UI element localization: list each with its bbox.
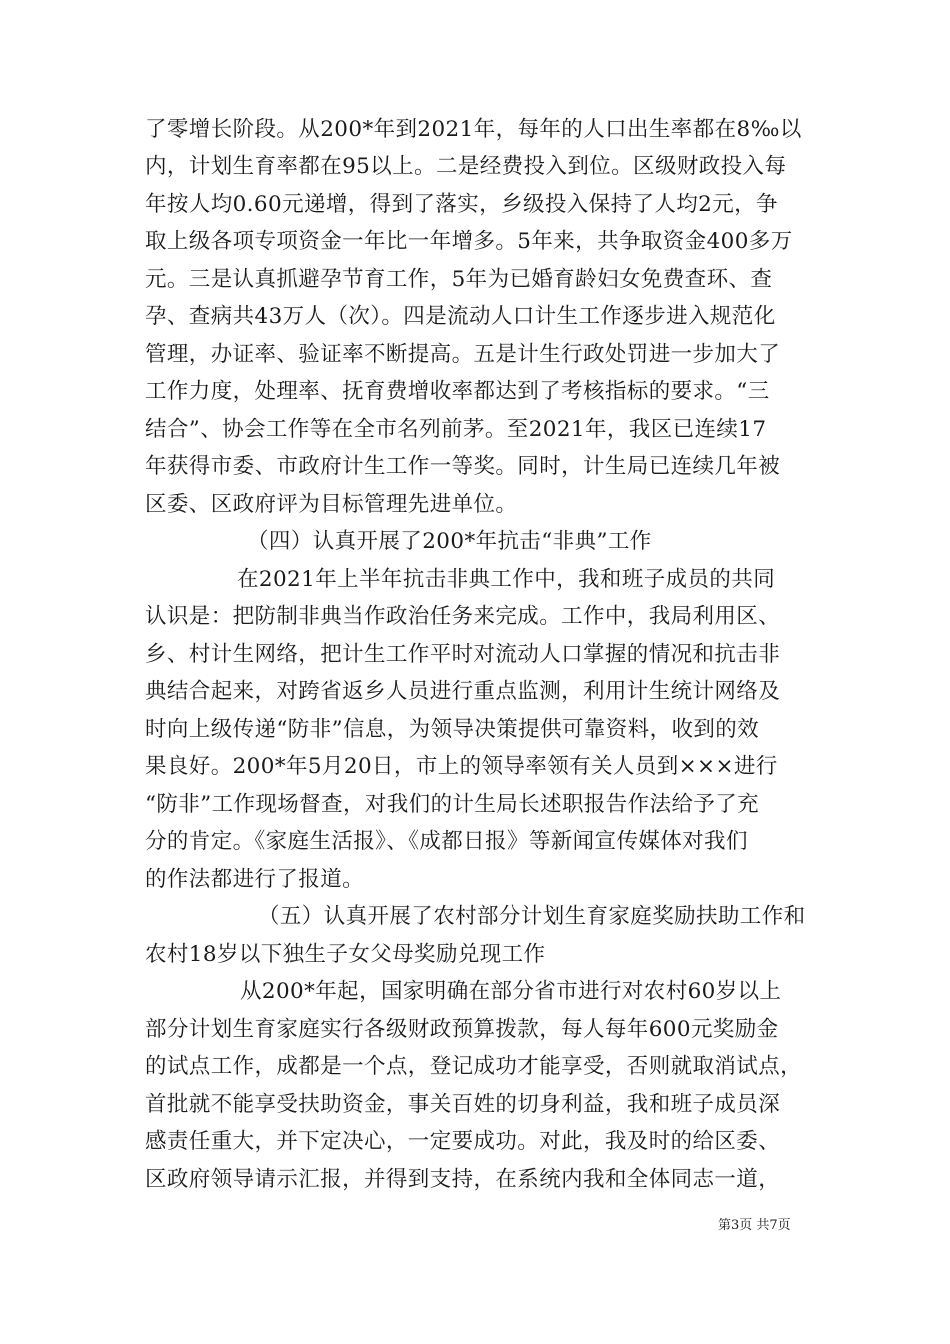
text-line: 区委、区政府评为目标管理先进单位。 xyxy=(145,492,518,517)
text-line: 在2021年上半年抗击非典工作中，我和班子成员的共同 xyxy=(237,567,776,592)
text-line: 年按人均0.60元递增，得到了落实，乡级投入保持了人均2元，争 xyxy=(145,192,778,217)
text-line: 首批就不能享受扶助资金，事关百姓的切身利益，我和班子成员深 xyxy=(145,1092,781,1117)
text-line: 了零增长阶段。从200*年到2021年，每年的人口出生率都在8‰以 xyxy=(145,117,802,142)
text-line: 年获得市委、市政府计生工作一等奖。同时，计生局已连续几年被 xyxy=(145,454,781,479)
text-line: 内，计划生育率都在95以上。二是经费投入到位。区级财政投入每 xyxy=(145,154,787,179)
text-line: 果良好。200*年5月20日，市上的领导率领有关人员到×××进行 xyxy=(145,754,778,779)
text-line: 时向上级传递“防非”信息，为领导决策提供可靠资料，收到的效 xyxy=(145,717,760,742)
text-line: 的作法都进行了报道。 xyxy=(145,867,365,892)
text-line: 的试点工作，成都是一个点，登记成功才能享受，否则就取消试点， xyxy=(145,1054,803,1079)
text-line: “防非”工作现场督查，对我们的计生局长述职报告作法给予了充 xyxy=(145,792,760,817)
text-line: 从200*年起，国家明确在部分省市进行对农村60岁以上 xyxy=(240,979,782,1004)
text-line: 结合”、协会工作等在全市名列前茅。至2021年，我区已连续17 xyxy=(145,417,767,442)
text-line: 管理，办证率、验证率不断提高。五是计生行政处罚进一步加大了 xyxy=(145,342,781,367)
text-line: 元。三是认真抓避孕节育工作，5年为已婚育龄妇女免费查环、查 xyxy=(145,267,773,292)
text-line: 分的肯定。《家庭生活报》、《成都日报》等新闻宣传媒体对我们 xyxy=(145,829,748,854)
text-line: 感责任重大，并下定决心，一定要成功。对此，我及时的给区委、 xyxy=(145,1129,781,1154)
section-heading-five-cont: 农村18岁以下独生子女父母奖励兑现工作 xyxy=(145,942,546,967)
text-line: 区政府领导请示汇报，并得到支持，在系统内我和全体同志一道， xyxy=(145,1167,781,1192)
text-line: 部分计划生育家庭实行各级财政预算拨款，每人每年600元奖励金 xyxy=(145,1017,779,1042)
text-line: 认识是：把防制非典当作政治任务来完成。工作中，我局利用区、 xyxy=(145,604,781,629)
text-line: 典结合起来，对跨省返乡人员进行重点监测，利用计生统计网络及 xyxy=(145,679,781,704)
text-line: 取上级各项专项资金一年比一年增多。5年来，共争取资金400多万 xyxy=(145,229,793,254)
text-line: 乡、村计生网络，把计生工作平时对流动人口掌握的情况和抗击非 xyxy=(145,642,781,667)
section-heading-four: （四）认真开展了200*年抗击“非典”工作 xyxy=(247,529,652,554)
text-line: 孕、查病共43万人（次）。四是流动人口计生工作逐步进入规范化 xyxy=(145,304,776,329)
text-line: 工作力度，处理率、抚育费增收率都达到了考核指标的要求。“三 xyxy=(145,379,770,404)
section-heading-five: （五）认真开展了农村部分计划生育家庭奖励扶助工作和 xyxy=(258,904,806,929)
page-number-footer: 第3页 共7页 xyxy=(718,1218,791,1233)
